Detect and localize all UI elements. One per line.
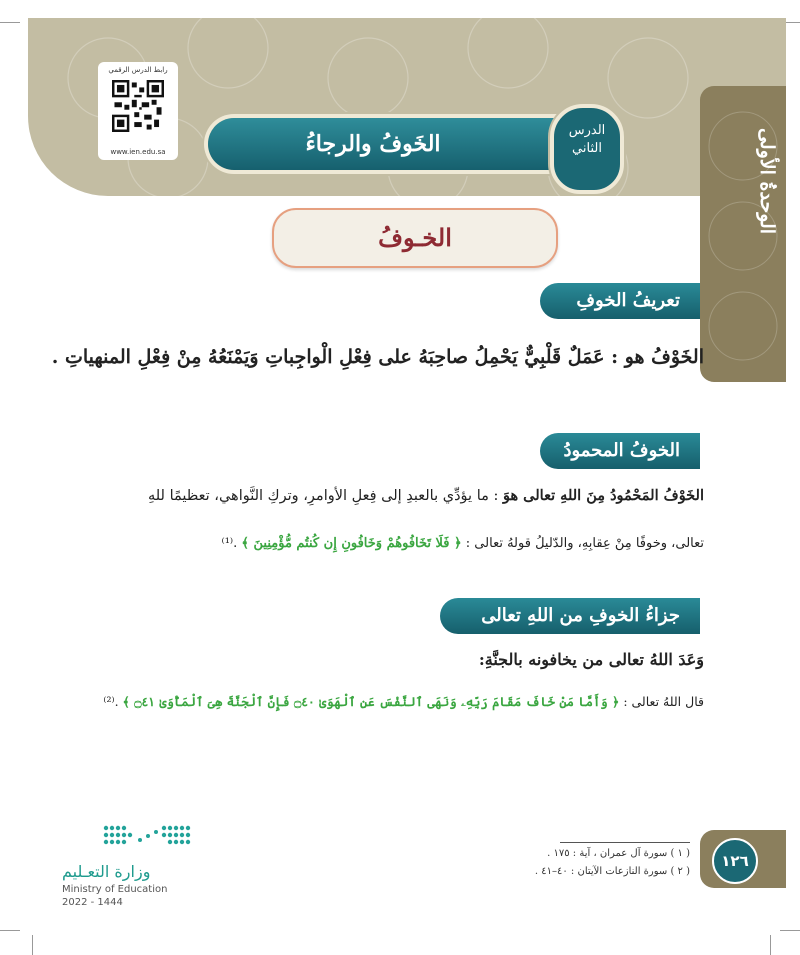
ministry-name-ar: وزارة التعـليم (62, 862, 151, 881)
lesson-title: الخَوفُ والرجاءُ (305, 131, 441, 157)
crop-mark (0, 930, 20, 931)
praised-line-1 (148, 487, 704, 504)
footnote-divider (560, 842, 690, 843)
heading-reward: جزاءُ الخوفِ من اللهِ تعالى (440, 598, 700, 634)
praised-definition: : ما يؤدِّي بالعبدِ إلى فِعلِ الأوامرِ، وتركِ النَّواهي، تعظيمًا للهِ (147, 488, 499, 504)
praised-line-2 (221, 536, 704, 551)
qr-label: رابط الدرس الرقمي (108, 66, 168, 74)
lesson-badge (550, 104, 624, 194)
footnote-ref-1: .⁽¹⁾ (221, 536, 238, 551)
definition-text: الخَوْفُ هو : عَمَلٌ قَلْبِيٌّ يَحْمِلُ صاحِبَهُ على فِعْلِ الْواجِباتِ وَيَمْنَعُهُ مِنْ فِعْلِ المنهياتِ . (51, 346, 704, 368)
reward-intro: قال اللهُ تعالى : (623, 694, 704, 709)
praised-evidence-intro: تعالى، وخوفًا مِنْ عِقابِهِ، والدّليلُ قولهُ تعالى : (465, 536, 704, 551)
section-title-box (272, 208, 558, 268)
crop-mark (32, 935, 33, 955)
crop-mark (770, 935, 771, 955)
crop-mark (780, 930, 800, 931)
qr-code-icon[interactable] (112, 80, 164, 132)
footnote-2: ( ٢ ) سورة النازعات الآيتان : ٤٠–٤١ . (534, 866, 690, 877)
reward-subheading: وَعَدَ اللهُ تعالى من يخافونه بالجنَّةِ: (478, 650, 704, 669)
footnote-ref-2: .⁽²⁾ (103, 694, 119, 709)
unit-side-tab (700, 86, 786, 382)
reward-verse-line (103, 694, 704, 710)
unit-title: الوحدةُ الأولى (756, 127, 778, 235)
heading-definition: تعريفُ الخوفِ (540, 283, 700, 319)
crop-mark (0, 22, 20, 23)
qr-code-box[interactable] (98, 62, 178, 160)
ministry-logo-icon (100, 822, 192, 850)
qr-url[interactable]: www.ien.edu.sa (110, 148, 166, 156)
section-title: الخـوفُ (378, 223, 452, 252)
heading-praised-fear: الخوفُ المحمودُ (540, 433, 700, 469)
ministry-name-en: Ministry of Education (62, 884, 168, 895)
page-number: ١٢٦ (712, 838, 758, 884)
reward-verse: ﴿ وَأَمَّا مَنْ خَافَ مَقَامَ رَبِّهِۦ وَنَهَى ٱلنَّفْسَ عَنِ ٱلْهَوَىٰ ۝٤٠ فَإِنَّ ٱلْجَنَّةَ هِىَ ٱلْمَأْوَىٰ ۝٤١ ﴾ (122, 694, 620, 709)
footnote-1: ( ١ ) سورة آل عمران ، آية : ١٧٥ . (547, 848, 690, 859)
lesson-banner (208, 118, 608, 170)
edition-year: 2022 - 1444 (62, 897, 123, 908)
praised-verse: ﴿ فَلَا تَخَافُوهُمْ وَخَافُونِ إِن كُنتُم مُّؤْمِنِينَ ﴾ (241, 536, 462, 551)
lesson-badge-label: الدرس الثاني (568, 123, 606, 156)
praised-bold-term: الخَوْفُ المَحْمُودُ مِنَ اللهِ تعالى هوَ (502, 487, 704, 504)
